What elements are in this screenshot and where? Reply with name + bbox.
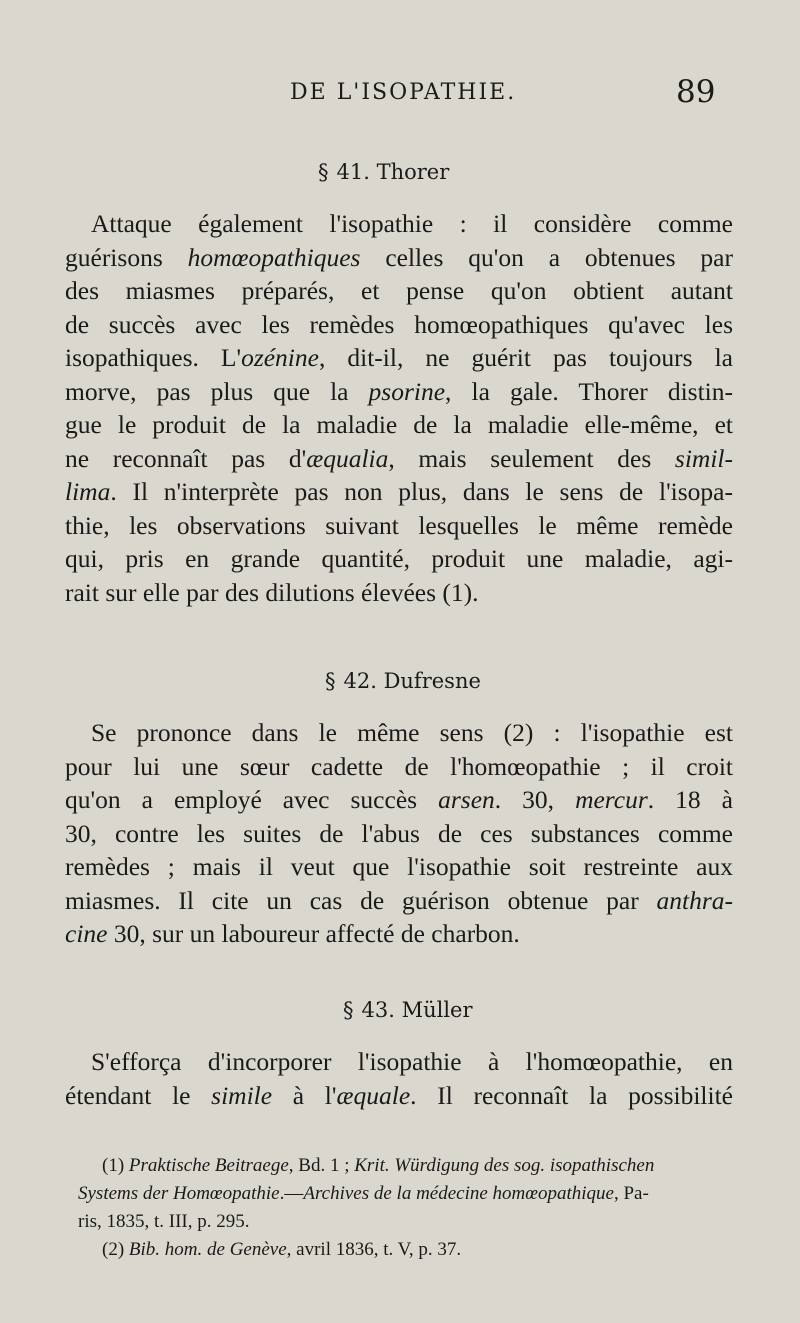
text-run: Attaque également l'isopathie : il considère comme — [91, 209, 733, 238]
section-heading-42 — [325, 669, 481, 693]
italic-run: æquale — [336, 1080, 411, 1110]
page-number: 89 — [676, 74, 716, 110]
text-run: ris, 1835, t. III, p. 295. — [78, 1211, 250, 1232]
section-sign: § — [318, 160, 329, 184]
italic-run: anthra- — [656, 885, 733, 915]
italic-run: Systems der Homœopathie — [78, 1183, 280, 1204]
section-heading-43 — [343, 998, 473, 1022]
footnote-line — [78, 1152, 738, 1180]
text-run: ne reconnaît pas d' — [65, 443, 307, 473]
section-heading-41 — [318, 160, 449, 184]
section-title: 41. Thorer — [336, 160, 450, 184]
text-run: , Bd. 1 ; — [288, 1155, 355, 1176]
text-run: 30, sur un laboureur affecté de charbon. — [107, 919, 520, 948]
section-sign: § — [343, 998, 354, 1022]
section-title: 42. Dufresne — [343, 669, 481, 693]
text-run: de succès avec les remèdes homœopathiques qu'avec les — [65, 309, 733, 339]
text-run: miasmes. Il cite un cas de guérison obtenue par — [65, 885, 657, 915]
italic-run: mercur — [575, 785, 648, 814]
text-line — [65, 308, 733, 342]
text-line — [65, 274, 733, 308]
italic-run: Praktische Beitraege — [128, 1155, 289, 1176]
text-run: guérisons — [65, 242, 188, 272]
paragraph-muller — [65, 1045, 733, 1112]
text-run: des miasmes préparés, et pense qu'on obtient autant — [65, 276, 733, 305]
text-line — [65, 241, 733, 275]
text-line — [65, 341, 733, 375]
section-sign: § — [325, 669, 336, 693]
text-run: . Il reconnaît la possibilité — [410, 1080, 733, 1110]
italic-run: lima — [65, 477, 111, 506]
running-title: DE L'ISOPATHIE. — [290, 80, 517, 105]
text-line — [65, 475, 733, 509]
text-run: . 18 à — [647, 785, 734, 814]
text-line — [65, 750, 733, 784]
text-run: . Il n'interprète pas non plus, dans le sens de l'isopa- — [110, 477, 733, 506]
text-line — [65, 542, 733, 576]
text-run: thie, les observations suivant lesquelles le même remède — [65, 510, 733, 540]
text-run: . 30, — [494, 785, 576, 814]
text-run: S'efforça d'incorporer l'isopathie à l'homœopathie, en — [91, 1047, 733, 1076]
text-line — [65, 783, 733, 817]
text-line — [65, 375, 733, 409]
text-line — [65, 917, 733, 951]
italic-run: Archives de la médecine homœopathique — [303, 1183, 614, 1204]
text-line — [65, 1079, 733, 1113]
footnotes — [78, 1152, 738, 1264]
text-line — [65, 442, 733, 476]
text-run: celles qu'on a obtenues par — [360, 242, 733, 272]
text-run: , Pa- — [613, 1183, 649, 1204]
text-line — [65, 850, 733, 884]
italic-run: æqualia — [306, 443, 389, 473]
text-run: gue le produit de la maladie de la maladie elle-même, et — [65, 410, 733, 439]
italic-run: simil- — [674, 443, 733, 473]
text-run: pour lui une sœur cadette de l'homœopathie ; il croit — [65, 751, 733, 781]
text-run: morve, pas plus que la — [65, 376, 369, 406]
italic-run: cine — [65, 919, 108, 948]
footnote-line — [78, 1236, 738, 1264]
paragraph-dufresne — [65, 716, 733, 951]
text-run: Se prononce dans le même sens (2) : l'isopathie est — [91, 718, 733, 747]
italic-run: Krit. Würdigung des sog. isopathischen — [354, 1155, 655, 1176]
section-title: 43. Müller — [361, 998, 473, 1022]
text-run: , dit-il, ne guérit pas toujours la — [318, 343, 733, 372]
text-line — [65, 884, 733, 918]
italic-run: homœopathiques — [187, 242, 361, 272]
italic-run: Bib. hom. de Genève — [128, 1239, 287, 1260]
text-run: étendant le — [65, 1080, 212, 1110]
text-run: 30, contre les suites de l'abus de ces substances comme — [65, 818, 733, 848]
text-run: remèdes ; mais il veut que l'isopathie soit restreinte aux — [65, 852, 733, 881]
text-run: rait sur elle par des dilutions élevées (1). — [65, 577, 479, 607]
text-line — [65, 207, 733, 241]
italic-run: arsen — [438, 785, 495, 814]
text-run: .— — [279, 1183, 304, 1204]
text-run: , la gale. Thorer distin- — [445, 376, 733, 406]
text-line — [65, 509, 733, 543]
italic-run: simile — [211, 1080, 273, 1110]
footnote-line — [78, 1208, 738, 1236]
text-run: (1) — [102, 1155, 129, 1176]
text-line — [65, 576, 733, 610]
text-run: qu'on a employé avec succès — [65, 785, 439, 814]
text-run: qui, pris en grande quantité, produit une maladie, agi- — [65, 544, 733, 573]
text-run: isopathiques. L' — [65, 343, 242, 372]
text-line — [65, 1045, 733, 1079]
text-run: , avril 1836, t. V, p. 37. — [286, 1239, 462, 1260]
italic-run: psorine — [368, 376, 446, 406]
text-line — [65, 817, 733, 851]
italic-run: ozénine — [241, 343, 319, 372]
text-run: , mais seulement des — [388, 443, 675, 473]
text-run: à l' — [272, 1080, 337, 1110]
text-line — [65, 408, 733, 442]
paragraph-thorer — [65, 207, 733, 609]
footnote-line — [78, 1180, 738, 1208]
text-line — [65, 716, 733, 750]
text-run: (2) — [102, 1239, 129, 1260]
